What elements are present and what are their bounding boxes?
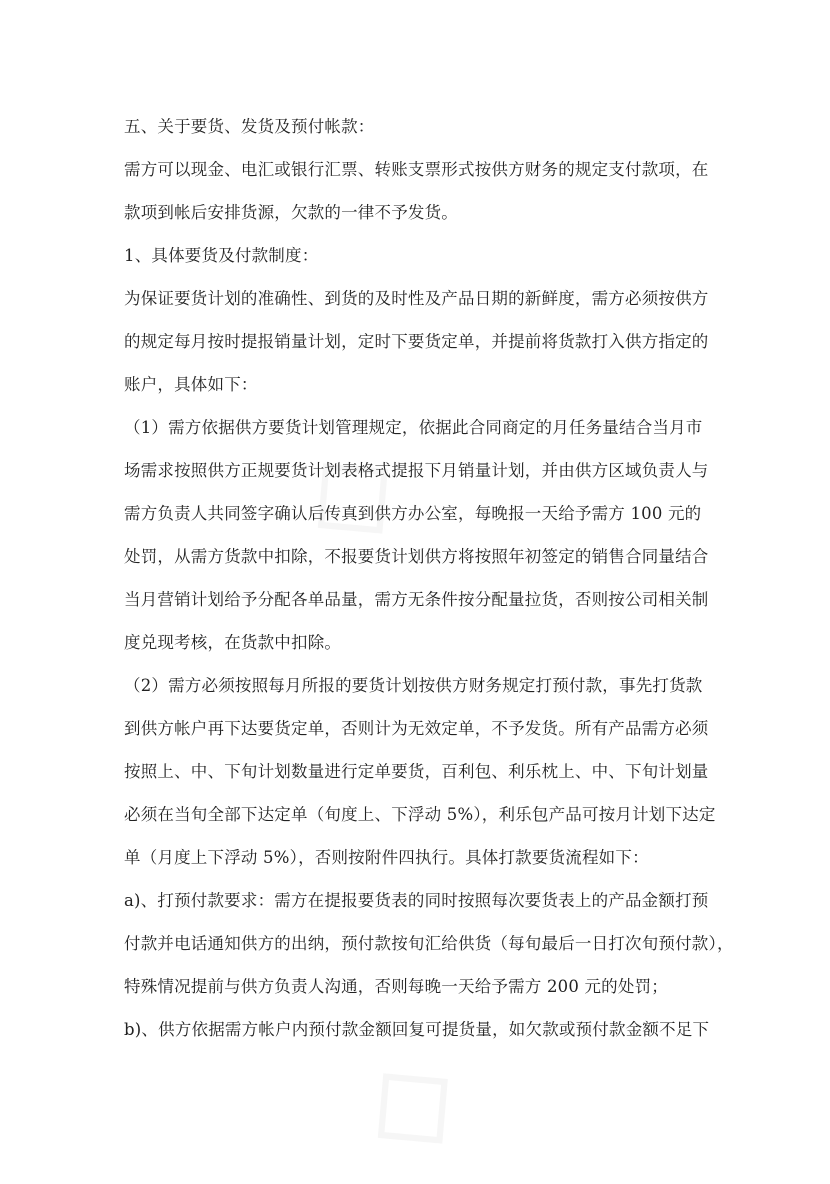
text-line: 特殊情况提前与供方负责人沟通，否则每晚一天给予需方 200 元的处罚； — [124, 977, 668, 996]
text-line: 的规定每月按时提报销量计划，定时下要货定单，并提前将货款打入供方指定的 — [124, 332, 709, 351]
text-line: （2）需方必须按照每月所报的要货计划按供方财务规定打预付款，事先打货款 — [124, 676, 703, 695]
document-body — [124, 113, 734, 1059]
text-line: a)、打预付款要求：需方在提报要货表的同时按照每次要货表上的产品金额打预 — [124, 891, 709, 910]
text-line: 单（月度上下浮动 5%），否则按附件四执行。具体打款要货流程如下： — [124, 848, 649, 867]
text-line: 1、具体要货及付款制度： — [124, 246, 319, 265]
text-line: 需方可以现金、电汇或银行汇票、转账支票形式按供方财务的规定支付款项，在 — [124, 160, 709, 179]
text-line: 必须在当旬全部下达定单（旬度上、下浮动 5%），利乐包产品可按月计划下达定 — [124, 805, 716, 824]
text-line: 为保证要货计划的准确性、到货的及时性及产品日期的新鲜度，需方必须按供方 — [124, 289, 709, 308]
text-line: 款项到帐后安排货源，欠款的一律不予发货。 — [124, 203, 458, 222]
text-line: 场需求按照供方正规要货计划表格式提报下月销量计划，并由供方区域负责人与 — [124, 461, 709, 480]
text-line: 按照上、中、下旬计划数量进行定单要货，百利包、利乐枕上、中、下旬计划量 — [124, 762, 709, 781]
text-line: b)、供方依据需方帐户内预付款金额回复可提货量，如欠款或预付款金额不足下 — [124, 1020, 710, 1039]
text-line: 账户，具体如下： — [124, 375, 258, 394]
text-line: 付款并电话通知供方的出纳，预付款按旬汇给供货（每旬最后一日打次旬预付款）， — [124, 934, 734, 953]
text-line: 当月营销计划给予分配各单品量，需方无条件按分配量拉货，否则按公司相关制 — [124, 590, 709, 609]
text-line: 度兑现考核，在货款中扣除。 — [124, 633, 342, 652]
text-line: 处罚，从需方货款中扣除，不报要货计划供方将按照年初签定的销售合同量结合 — [124, 547, 709, 566]
text-line: 五、关于要货、发货及预付帐款： — [124, 117, 375, 136]
text-line: 到供方帐户再下达要货定单，否则计为无效定单，不予发货。所有产品需方必须 — [124, 719, 709, 738]
text-line: 需方负责人共同签字确认后传真到供方办公室，每晚报一天给予需方 100 元的 — [124, 504, 702, 523]
text-line: （1）需方依据供方要货计划管理规定，依据此合同商定的月任务量结合当月市 — [124, 418, 703, 437]
